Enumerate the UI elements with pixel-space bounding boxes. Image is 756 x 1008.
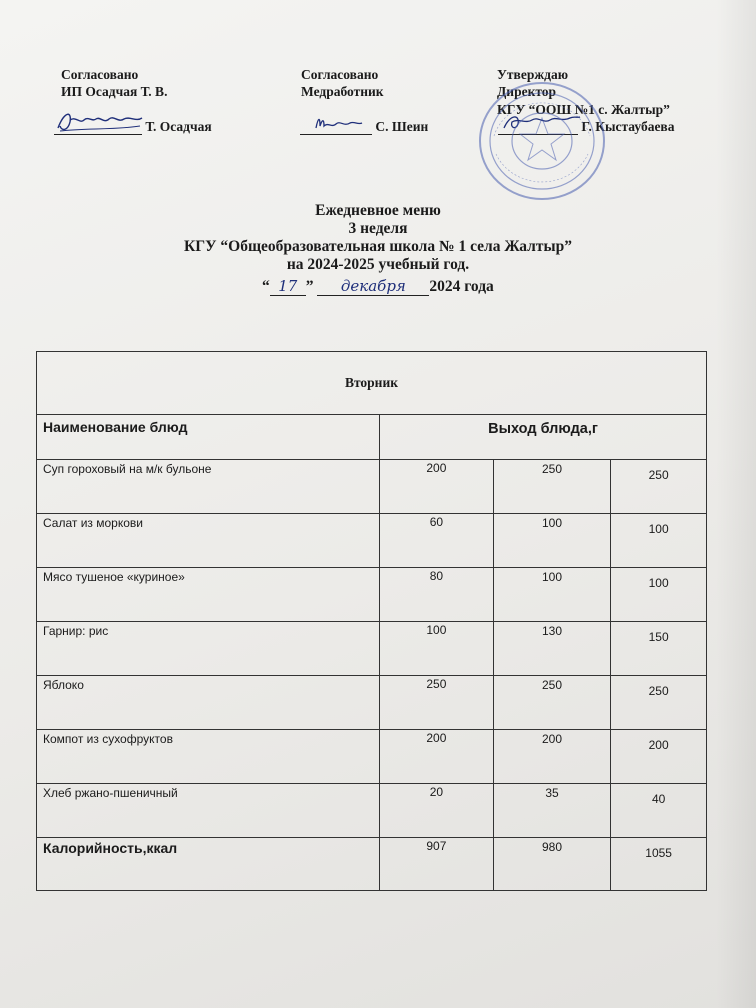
table-row [37,460,707,514]
dish-output-3: 100 [611,568,707,622]
calories-row [37,838,707,891]
document-date [262,277,494,296]
date-suffix: 2024 года [429,278,494,295]
table-row [37,514,707,568]
signature-name: Т. Осадчая [145,119,212,134]
approval-status: Согласовано [61,67,139,82]
dish-output-2: 100 [493,514,611,568]
table-row [37,730,707,784]
dish-output-1: 60 [380,514,494,568]
calories-value-1: 907 [380,838,494,891]
approval-person: Директор [497,84,557,99]
dish-output-1: 200 [380,460,494,514]
menu-table [36,351,707,891]
dish-output-2: 250 [493,460,611,514]
column-header-dish: Наименование блюд [37,415,380,460]
dish-output-2: 200 [493,730,611,784]
calories-label: Калорийность,ккал [37,838,380,891]
dish-output-2: 130 [493,622,611,676]
dish-output-3: 100 [611,514,707,568]
dish-output-3: 150 [611,622,707,676]
dish-output-3: 200 [611,730,707,784]
table-row [37,568,707,622]
dish-output-2: 250 [493,676,611,730]
date-close-quote: ” [305,278,314,295]
school-name: КГУ “Общеобразовательная школа № 1 села Жалтыр” [184,238,572,255]
dish-output-1: 20 [380,784,494,838]
approval-block-medic [301,66,384,100]
dish-name: Яблоко [37,676,380,730]
date-month: декабря [317,277,429,296]
dish-output-3: 40 [611,784,707,838]
dish-name: Суп гороховый на м/к бульоне [37,460,380,514]
approval-block-ip [61,66,167,100]
dish-name: Хлеб ржано-пшеничный [37,784,380,838]
page-edge-shadow [716,0,756,1008]
handwritten-signature-icon [300,110,374,136]
signature-name: С. Шеин [375,119,429,134]
dish-output-3: 250 [611,676,707,730]
date-open-quote: “ [262,278,270,295]
calories-value-3: 1055 [611,838,707,891]
signature-line [54,118,142,135]
date-day: 17 [270,277,306,296]
table-row [37,622,707,676]
school-year: на 2024-2025 учебный год. [286,256,470,273]
signature-line [300,118,372,135]
dish-name: Мясо тушеное «куриное» [37,568,380,622]
signature-medic [300,118,428,135]
table-row [37,676,707,730]
official-seal-stamp-icon [472,76,612,206]
dish-name: Гарнир: рис [37,622,380,676]
calories-value-2: 980 [493,838,611,891]
table-row [37,784,707,838]
dish-output-2: 35 [493,784,611,838]
table-day-header: Вторник [37,352,707,415]
approval-person: ИП Осадчая Т. В. [61,84,168,99]
approval-person: Медработник [301,84,384,99]
dish-output-2: 100 [493,568,611,622]
document-heading [0,202,756,274]
column-header-output: Выход блюда,г [380,415,707,460]
document-title: Ежедневное меню [315,202,441,219]
dish-name: Компот из сухофруктов [37,730,380,784]
signature-name: Г. Кыстаубаева [581,119,675,134]
approval-org: КГУ “ООШ №1 с. Жалтыр” [497,102,670,117]
handwritten-signature-icon [54,106,146,136]
dish-name: Салат из моркови [37,514,380,568]
dish-output-1: 80 [380,568,494,622]
dish-output-1: 100 [380,622,494,676]
approval-status: Согласовано [301,67,379,82]
dish-output-1: 250 [380,676,494,730]
signature-ip [54,118,212,135]
dish-output-1: 200 [380,730,494,784]
dish-output-3: 250 [611,460,707,514]
week-label: 3 неделя [348,220,408,237]
approval-status: Утверждаю [497,67,569,82]
